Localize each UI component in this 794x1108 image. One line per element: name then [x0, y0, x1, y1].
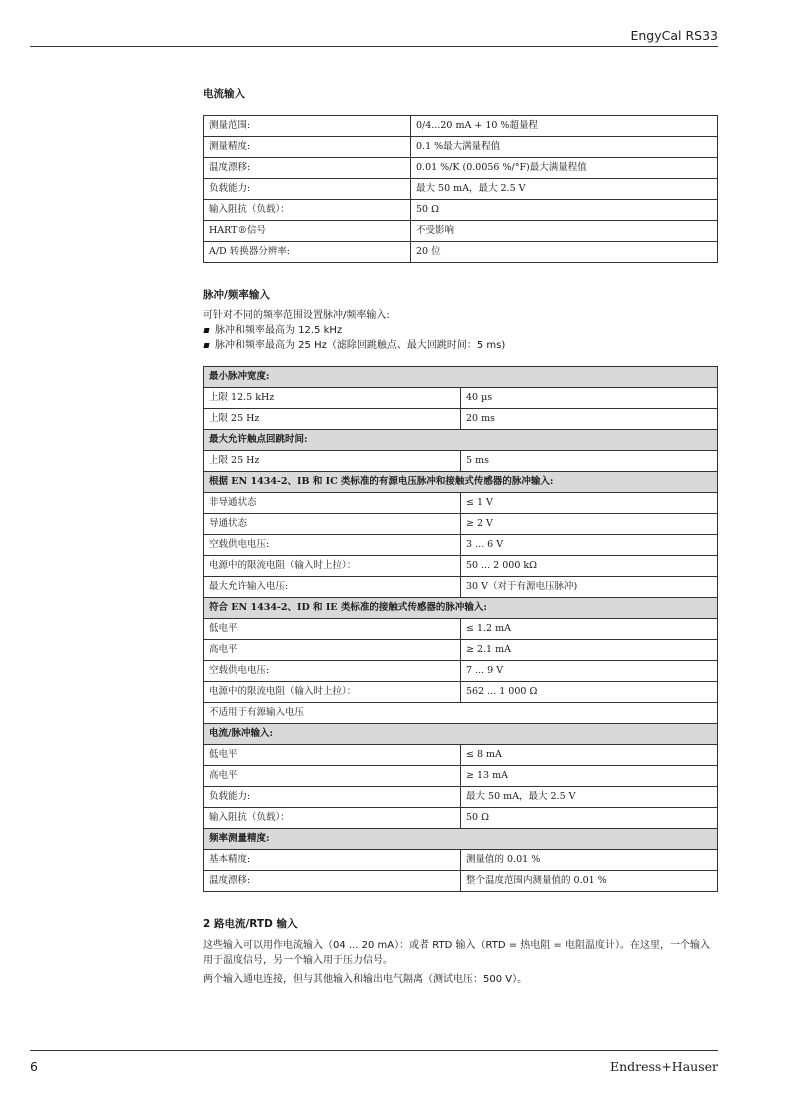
- parameter-cell: 温度漂移:: [204, 158, 411, 179]
- list-item: 脉冲和频率最高为 25 Hz（滤除回跳触点、最大回跳时间：5 ms): [203, 338, 718, 353]
- value-cell: ≥ 13 mA: [461, 766, 718, 787]
- table-row: [204, 179, 718, 200]
- parameter-cell: 输入阻抗（负载）：: [204, 200, 411, 221]
- table-row: [204, 242, 718, 263]
- table-row: [204, 493, 718, 514]
- value-cell: ≤ 1.2 mA: [461, 619, 718, 640]
- parameter-cell: 电源中的限流电阻（输入时上拉）：: [204, 556, 461, 577]
- table-section-row: [204, 829, 718, 850]
- table-section-row: [204, 724, 718, 745]
- parameter-cell: 基本精度:: [204, 850, 461, 871]
- table-row: [204, 388, 718, 409]
- parameter-cell: 温度漂移:: [204, 871, 461, 892]
- table-row: [204, 535, 718, 556]
- value-cell: 测量值的 0.01 %: [461, 850, 718, 871]
- value-cell: 0.1 %最大满量程值: [411, 137, 718, 158]
- parameter-cell: 负载能力:: [204, 787, 461, 808]
- pulse-input-bullet-list: [203, 323, 718, 353]
- table-row: [204, 745, 718, 766]
- value-cell: ≤ 8 mA: [461, 745, 718, 766]
- section-header-cell: 符合 EN 1434-2、ID 和 IE 类标准的接触式传感器的脉冲输入:: [204, 598, 718, 619]
- parameter-cell: 低电平: [204, 745, 461, 766]
- parameter-cell: 上限 12.5 kHz: [204, 388, 461, 409]
- table-row: [204, 451, 718, 472]
- parameter-cell: 空载供电电压:: [204, 661, 461, 682]
- value-cell: 0.01 %/K (0.0056 %/°F)最大满量程值: [411, 158, 718, 179]
- table-row: [204, 787, 718, 808]
- table-row: [204, 682, 718, 703]
- parameter-cell: A/D 转换器分辨率:: [204, 242, 411, 263]
- page-content: [203, 86, 718, 987]
- pulse-input-intro: 可针对不同的频率范围设置脉冲/频率输入:: [203, 310, 390, 321]
- table-row: [204, 808, 718, 829]
- value-cell: 最大 50 mA，最大 2.5 V: [461, 787, 718, 808]
- parameter-cell: 导通状态: [204, 514, 461, 535]
- two-current-rtd-paragraph-1: 这些输入可以用作电流输入（04 ... 20 mA）：或者 RTD 输入（RTD = 热电阻 = 电阻温度计）。在这里，一个输入用于温度信号，另一个输入用于压力信号。: [203, 940, 710, 966]
- table-row: [204, 703, 718, 724]
- table-row: [204, 850, 718, 871]
- section-header-cell: 最大允许触点回跳时间:: [204, 430, 718, 451]
- section-header-cell: 频率测量精度:: [204, 829, 718, 850]
- table-row: [204, 200, 718, 221]
- value-cell: 0/4...20 mA + 10 %超量程: [411, 116, 718, 137]
- parameter-cell: 低电平: [204, 619, 461, 640]
- parameter-cell: 测量精度:: [204, 137, 411, 158]
- parameter-cell: 最大允许输入电压:: [204, 577, 461, 598]
- table-row: [204, 619, 718, 640]
- value-cell: 50 ... 2 000 kΩ: [461, 556, 718, 577]
- table-row: [204, 661, 718, 682]
- table-row: [204, 556, 718, 577]
- header-divider: [30, 46, 718, 47]
- table-row: [204, 409, 718, 430]
- parameter-cell: 空载供电电压:: [204, 535, 461, 556]
- value-cell: 50 Ω: [461, 808, 718, 829]
- table-section-row: [204, 598, 718, 619]
- parameter-cell: 测量范围:: [204, 116, 411, 137]
- table-row: [204, 766, 718, 787]
- table-row: [204, 871, 718, 892]
- value-cell: 7 ... 9 V: [461, 661, 718, 682]
- parameter-cell: 电源中的限流电阻（输入时上拉）：: [204, 682, 461, 703]
- value-cell: 3 ... 6 V: [461, 535, 718, 556]
- table-row: [204, 640, 718, 661]
- section-header-cell: 根据 EN 1434-2、IB 和 IC 类标准的有源电压脉冲和接触式传感器的脉冲输入:: [204, 472, 718, 493]
- two-current-rtd-paragraph-2: 两个输入通电连接，但与其他输入和输出电气隔离（测试电压：500 V）。: [203, 974, 528, 985]
- parameter-cell: 负载能力:: [204, 179, 411, 200]
- page-number: 6: [30, 1059, 38, 1074]
- parameter-cell: HART®信号: [204, 221, 411, 242]
- parameter-cell: 高电平: [204, 766, 461, 787]
- table-row: [204, 137, 718, 158]
- table-row: [204, 577, 718, 598]
- value-cell: ≥ 2.1 mA: [461, 640, 718, 661]
- parameter-cell: 非导通状态: [204, 493, 461, 514]
- value-cell: 整个温度范围内测量值的 0.01 %: [461, 871, 718, 892]
- value-cell: ≥ 2 V: [461, 514, 718, 535]
- pulse-input-heading: 脉冲/频率输入: [203, 289, 270, 301]
- value-cell: 最大 50 mA，最大 2.5 V: [411, 179, 718, 200]
- parameter-cell: 上限 25 Hz: [204, 451, 461, 472]
- section-header-cell: 最小脉冲宽度:: [204, 367, 718, 388]
- parameter-cell: 输入阻抗（负载）：: [204, 808, 461, 829]
- value-cell: 20 ms: [461, 409, 718, 430]
- value-cell: 562 ... 1 000 Ω: [461, 682, 718, 703]
- note-cell: 不适用于有源输入电压: [204, 703, 718, 724]
- document-header-title: EngyCal RS33: [630, 28, 718, 43]
- two-current-rtd-heading: 2 路电流/RTD 输入: [203, 918, 298, 930]
- value-cell: 20 位: [411, 242, 718, 263]
- value-cell: 40 µs: [461, 388, 718, 409]
- list-item: 脉冲和频率最高为 12.5 kHz: [203, 323, 718, 338]
- table-section-row: [204, 472, 718, 493]
- value-cell: 不受影响: [411, 221, 718, 242]
- current-input-heading: 电流输入: [203, 88, 245, 100]
- table-row: [204, 221, 718, 242]
- pulse-input-table: [203, 366, 718, 892]
- table-row: [204, 514, 718, 535]
- value-cell: 50 Ω: [411, 200, 718, 221]
- table-row: [204, 116, 718, 137]
- section-header-cell: 电流/脉冲输入:: [204, 724, 718, 745]
- value-cell: 30 V（对于有源电压脉冲): [461, 577, 718, 598]
- footer-brand: Endress+Hauser: [609, 1059, 718, 1074]
- parameter-cell: 上限 25 Hz: [204, 409, 461, 430]
- table-section-row: [204, 430, 718, 451]
- value-cell: ≤ 1 V: [461, 493, 718, 514]
- table-row: [204, 158, 718, 179]
- current-input-table: [203, 115, 718, 263]
- value-cell: 5 ms: [461, 451, 718, 472]
- parameter-cell: 高电平: [204, 640, 461, 661]
- footer-divider: [30, 1050, 718, 1051]
- table-section-row: [204, 367, 718, 388]
